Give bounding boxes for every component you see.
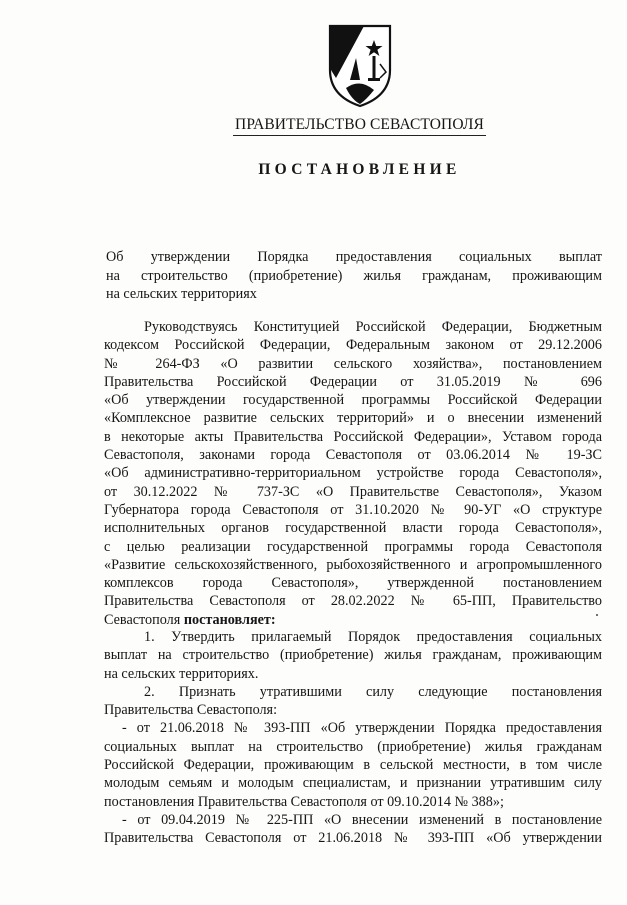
item-line: выплат на строительство (приобретение) жилья гражданам, проживающим [104, 647, 602, 664]
preamble-line: Правительства Севастополя от 28.02.2022 № 65-ПП, Правительство [104, 593, 602, 610]
item-line: 2. Признать утратившими силу следующие постановления [144, 683, 602, 700]
preamble-line: Правительства Российской Федерации от 31.05.2019 № 696 [104, 373, 602, 390]
preamble-line: Севастополя, законами города Севастополя от 03.06.2014 № 19-ЗС [104, 447, 602, 464]
preamble-line: «Комплексное развитие сельских территорий» и о внесении изменений [104, 410, 602, 427]
preamble-line: комплексов города Севастополя», утвержденной постановлением [104, 575, 602, 592]
item-line: - от 21.06.2018 № 393-ПП «Об утверждении Порядка предоставления [122, 720, 602, 737]
item-line: Правительства Севастополя: [104, 702, 278, 719]
preamble-line: Губернатора города Севастополя от 31.10.2020 № 90-УГ «О структуре [104, 501, 602, 518]
item-line: социальных выплат на строительство (приобретение) жилья гражданам [104, 738, 602, 755]
item-line: на сельских территориях. [104, 665, 259, 682]
preamble-paragraph [104, 318, 602, 629]
preamble-line: кодексом Российской Федерации, Федеральным законом от 29.12.2006 [104, 337, 602, 354]
preamble-line: исполнительных органов государственной власти города Севастополя», [104, 520, 602, 537]
title-line: на строительство (приобретение) жилья гражданам, проживающим [106, 267, 602, 284]
document-title [106, 248, 602, 304]
preamble-final-text: Севастополя [104, 611, 184, 628]
resolution-items [104, 628, 602, 848]
preamble-line: от 30.12.2022 № 737-ЗС «О Правительстве Севастополя», Указом [104, 483, 602, 500]
title-line: Об утверждении Порядка предоставления социальных выплат [106, 249, 602, 265]
item-line: 1. Утвердить прилагаемый Порядок предоставления социальных [144, 629, 602, 645]
item-line: постановления Правительства Севастополя от 09.10.2014 № 388»; [104, 793, 504, 810]
scan-speck [596, 614, 598, 616]
resolves-keyword: постановляет: [183, 611, 276, 628]
item-line: молодым семьям и молодым специалистам, и признании утратившим силу [104, 775, 602, 792]
preamble-line: «Об утверждении государственной программы Российской Федерации [104, 392, 602, 409]
preamble-line: № 264-ФЗ «О развитии сельского хозяйства», постановлением [104, 355, 602, 372]
organization-name: ПРАВИТЕЛЬСТВО СЕВАСТОПОЛЯ [233, 116, 486, 136]
preamble-line: с целью реализации государственной программы города Севастополя [104, 538, 602, 555]
preamble-line: Руководствуясь Конституцией Российской Федерации, Бюджетным [144, 319, 602, 335]
item-line: Правительства Севастополя от 21.06.2018 № 393-ПП «Об утверждении [104, 830, 602, 847]
preamble-final-line [104, 611, 602, 629]
title-line: на сельских территориях [106, 286, 257, 302]
organization-heading [0, 116, 627, 136]
item-line: Российской Федерации, проживающим в сельской местности, в том числе [104, 757, 602, 774]
sevastopol-coat-of-arms-icon [320, 18, 400, 108]
item-line: - от 09.04.2019 № 225-ПП «О внесении изменений в постановление [122, 811, 602, 828]
preamble-line: «Развитие сельскохозяйственного, рыбохозяйственного и агропромышленного [104, 556, 602, 573]
preamble-line: «Об административно-территориальном устройстве города Севастополя», [104, 465, 602, 482]
preamble-line: в некоторые акты Правительства Российской Федерации», Уставом города [104, 428, 602, 445]
document-type-heading: ПОСТАНОВЛЕНИЕ [258, 161, 461, 178]
